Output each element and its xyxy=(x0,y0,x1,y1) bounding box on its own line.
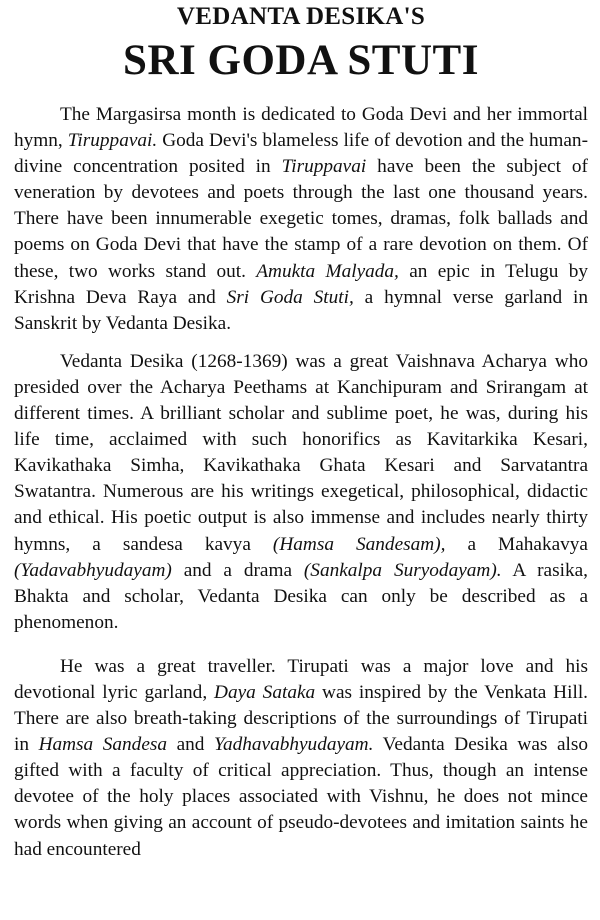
para1-text: Goda Devi's blameless life of devotion and the human-divine concentration posited in xyxy=(14,130,588,178)
page-title: SRI GODA STUTI xyxy=(123,37,479,84)
para1-text: an epic in Telugu by Krishna Deva Raya and xyxy=(14,260,589,308)
para3-italic-daya-sataka: Daya Sataka xyxy=(214,681,316,703)
para3-italic-hamsa-sandesa: Hamsa Sandesa xyxy=(38,734,168,756)
para2-text: a Mahakavya xyxy=(445,533,588,555)
para3-text: and xyxy=(167,734,214,756)
para3-text: was inspired by the Venkata Hill. There are also breath-taking descriptions of the surroundings of Tirupati in xyxy=(14,681,589,756)
para3-text: He was a great traveller. Tirupati was a major love and his devotional lyric garland, xyxy=(14,655,588,703)
para3-italic-yadhavabhyudayam: Yadhavabhyudayam. xyxy=(214,734,374,756)
para3-text: Vedanta Desika was also gifted with a faculty of critical appreciation. Thus, though an intense devotee of the holy places associated with Vishnu, he does not mince words when giving an account of pseudo-devotees and imitation saints he had encountered xyxy=(14,734,588,860)
para2-italic-sankalpa-suryodayam: (Sankalpa Suryodayam). xyxy=(303,559,502,581)
paragraph-2 xyxy=(14,349,588,636)
para2-italic-yadavabhyudayam: (Yadavabhyudayam) xyxy=(14,559,172,581)
author-heading: VEDANTA DESIKA'S xyxy=(176,3,426,30)
para2-text: Vedanta Desika (1268-1369) was a great Vaishnava Acharya who presided over the Acharya Peethams at Kanchipuram and Srirangam at different times. A brilliant scholar and sublime poet, he was, during his life time, acclaimed with such honorifics as Kavitarkika Kesari, Kavikathaka Simha, Kavikathaka Ghata Kesari and Sarvatantra Swatantra. Numerous are his writings exegetical, philosophical, didactic and ethical. His poetic output is also immense and includes nearly thirty hymns, a sandesa kavya xyxy=(14,350,588,555)
para2-text: A rasika, Bhakta and scholar, Vedanta Desika can only be described as a phenomenon. xyxy=(14,559,588,633)
para1-italic-tiruppavai: Tiruppavai xyxy=(281,156,367,178)
para1-italic-sri-goda-stuti: Sri Goda Stuti, xyxy=(226,286,354,308)
body-text xyxy=(14,102,588,863)
paragraph-3 xyxy=(14,654,588,863)
para1-italic-amukta-malyada: Amukta Malyada, xyxy=(256,260,399,282)
para2-text: and a drama xyxy=(171,559,304,581)
para2-italic-hamsa-sandesam: (Hamsa Sandesam), xyxy=(272,533,446,555)
para1-italic-tiruppavai: Tiruppavai. xyxy=(67,130,158,152)
para1-text: have been the subject of veneration by devotees and poets through the last one thousand years. There have been innumerable exegetic tomes, dramas, folk ballads and poems on Goda Devi that have the stamp of a rare devotion on them. Of these, two works stand out. xyxy=(14,156,588,282)
para1-text: The Margasirsa month is dedicated to Goda Devi and her immortal hymn, xyxy=(14,104,588,152)
paragraph-1 xyxy=(14,102,588,337)
para1-text: a hymnal verse garland in Sanskrit by Vedanta Desika. xyxy=(14,286,588,334)
